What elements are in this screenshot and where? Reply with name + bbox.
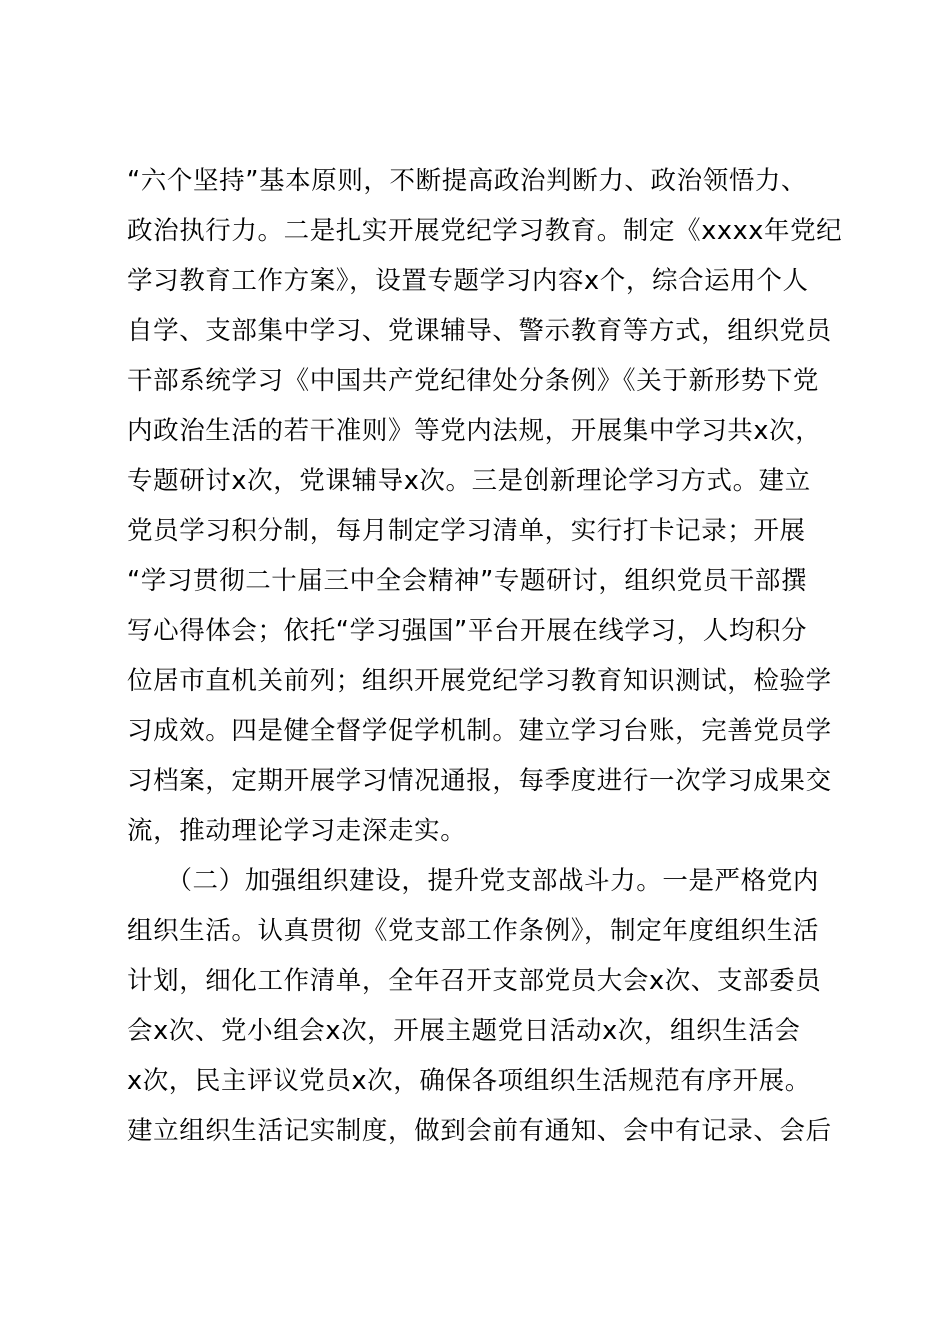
text-line-11: 位居市直机关前列；组织开展党纪学习教育知识测试，检验学 [127,666,832,696]
text-line-3: 学习教育工作方案》，设置专题学习内容x个，综合运用个人 [127,266,809,296]
text-line-12: 习成效。四是健全督学促学机制。建立学习台账，完善党员学 [127,716,832,746]
text-line-10: 写心得体会；依托“学习强国”平台开展在线学习，人均积分 [127,616,808,646]
text-line-15: （二）加强组织建设，提升党支部战斗力。一是严格党内 [127,866,819,896]
text-line-18: 会x次、党小组会x次，开展主题党日活动x次，组织生活会 [127,1016,801,1046]
text-line-7: 专题研讨x次，党课辅导x次。三是创新理论学习方式。建立 [127,466,811,496]
body-text [127,156,843,1156]
text-line-8: 党员学习积分制，每月制定学习清单，实行打卡记录；开展 [127,516,806,546]
text-line-6: 内政治生活的若干准则》等党内法规，开展集中学习共x次， [127,416,822,446]
text-line-13: 习档案，定期开展学习情况通报，每季度进行一次学习成果交 [127,766,832,796]
text-line-16: 组织生活。认真贯彻《党支部工作条例》，制定年度组织生活 [127,916,819,946]
text-line-2: 政治执行力。二是扎实开展党纪学习教育。制定《xxxx年党纪 [127,216,843,246]
text-line-1: “六个坚持”基本原则，不断提高政治判断力、政治领悟力、 [127,166,808,196]
text-line-5: 干部系统学习《中国共产党纪律处分条例》《关于新形势下党 [127,366,819,396]
text-line-19: x次，民主评议党员x次，确保各项组织生活规范有序开展。 [127,1066,811,1096]
text-line-20: 建立组织生活记实制度，做到会前有通知、会中有记录、会后 [127,1116,832,1146]
text-line-4: 自学、支部集中学习、党课辅导、警示教育等方式，组织党员 [127,316,832,346]
text-line-9: “学习贯彻二十届三中全会精神”专题研讨，组织党员干部撰 [127,566,808,596]
text-line-14: 流，推动理论学习走深走实。 [127,816,467,846]
text-line-17: 计划，细化工作清单，全年召开支部党员大会x次、支部委员 [127,966,822,996]
